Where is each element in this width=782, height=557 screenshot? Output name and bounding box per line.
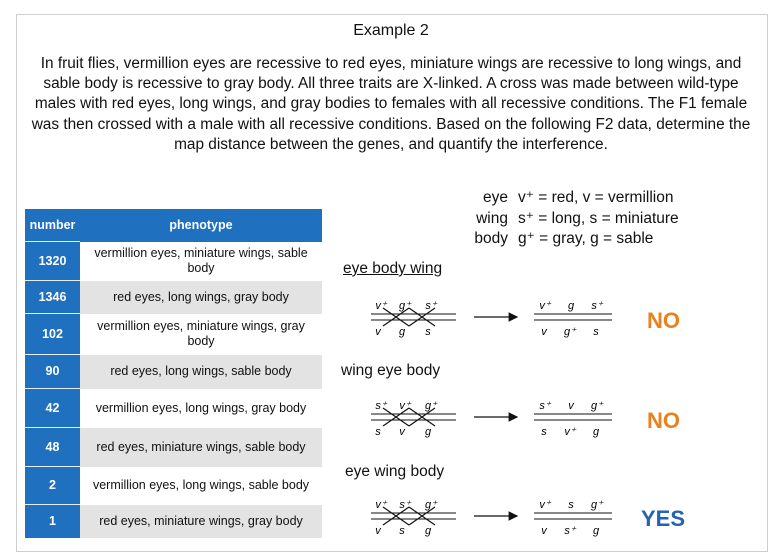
allele-label: g⁺ (425, 499, 437, 511)
row-number: 2 (25, 467, 80, 505)
verdict-3: YES (641, 506, 686, 531)
legend-desc: s⁺ = long, s = miniature (518, 209, 679, 227)
allele-label: s (425, 326, 431, 338)
allele-label: v (568, 400, 574, 412)
allele-label: g⁺ (399, 300, 411, 312)
row-phenotype: red eyes, miniature wings, gray body (80, 505, 322, 538)
allele-label: s⁺ (399, 499, 411, 511)
allele-label: v⁺ (375, 300, 387, 312)
row-number: 102 (25, 314, 80, 355)
gene-order-label-3: eye wing body (345, 463, 445, 480)
allele-label: v⁺ (539, 300, 551, 312)
allele-label: s (541, 426, 547, 438)
allele-label: v⁺ (399, 400, 411, 412)
allele-label: v (375, 326, 381, 338)
allele-label: g⁺ (564, 326, 576, 338)
allele-label: v⁺ (564, 426, 576, 438)
allele-label: g⁺ (591, 499, 603, 511)
row-phenotype: red eyes, miniature wings, sable body (80, 428, 322, 467)
row-number: 1320 (25, 242, 80, 281)
row-phenotype: vermillion eyes, long wings, sable body (80, 467, 322, 505)
legend-trait: eye (483, 189, 508, 206)
allele-label: v (399, 426, 405, 438)
allele-label: g (592, 426, 600, 438)
row-number: 90 (25, 355, 80, 389)
verdict-2: NO (647, 408, 680, 433)
allele-label: s (399, 525, 405, 537)
allele-label: s (375, 426, 381, 438)
allele-label: s (593, 326, 599, 338)
allele-label: v (541, 326, 547, 338)
row-number: 42 (25, 389, 80, 428)
row-number: 48 (25, 428, 80, 467)
header-number: number (25, 209, 80, 242)
gene-order-label-2: wing eye body (341, 362, 441, 379)
allele-label: g (398, 326, 406, 338)
allele-label: g (424, 426, 432, 438)
allele-label: v (375, 525, 381, 537)
legend-trait: body (474, 230, 508, 247)
allele-label: s⁺ (375, 400, 387, 412)
allele-label: g⁺ (425, 400, 437, 412)
legend-trait: wing (476, 209, 508, 227)
row-number: 1346 (25, 281, 80, 314)
allele-label: v⁺ (375, 499, 387, 511)
row-phenotype: vermillion eyes, miniature wings, gray body (80, 314, 322, 355)
allele-label: s⁺ (539, 400, 551, 412)
allele-label: g (592, 525, 600, 537)
problem-text: In fruit flies, vermillion eyes are recessive to red eyes, miniature wings are recessive to long wings, and sable body is recessive to gray body. All three traits are X-linked. A cross was made between wild-type males with red eyes, long wings, and gray bodies to females with all recessive conditions. The F1 female was then crossed with a male with all recessive conditions. Based on the following F2 data, determine the map distance between the genes, and quantify the interference. (31, 55, 751, 153)
allele-label: g (424, 525, 432, 537)
allele-label: s⁺ (591, 300, 603, 312)
verdict-1: NO (647, 308, 680, 333)
allele-label: v (541, 525, 547, 537)
legend-desc: v⁺ = red, v = vermillion (518, 189, 674, 206)
slide-title: Example 2 (353, 22, 429, 39)
allele-label: s⁺ (425, 300, 437, 312)
allele-label: s⁺ (564, 525, 576, 537)
allele-label: g (567, 300, 575, 312)
header-phenotype: phenotype (80, 209, 322, 242)
row-number: 1 (25, 505, 80, 538)
row-phenotype: red eyes, long wings, gray body (80, 281, 322, 314)
allele-label: v⁺ (539, 499, 551, 511)
allele-label: s (568, 499, 574, 511)
row-phenotype: vermillion eyes, long wings, gray body (80, 389, 322, 428)
legend-desc: g⁺ = gray, g = sable (518, 230, 654, 247)
allele-label: g⁺ (591, 400, 603, 412)
row-phenotype: red eyes, long wings, sable body (80, 355, 322, 389)
row-phenotype: vermillion eyes, miniature wings, sable body (80, 242, 322, 281)
gene-order-label-1: eye body wing (343, 260, 443, 277)
